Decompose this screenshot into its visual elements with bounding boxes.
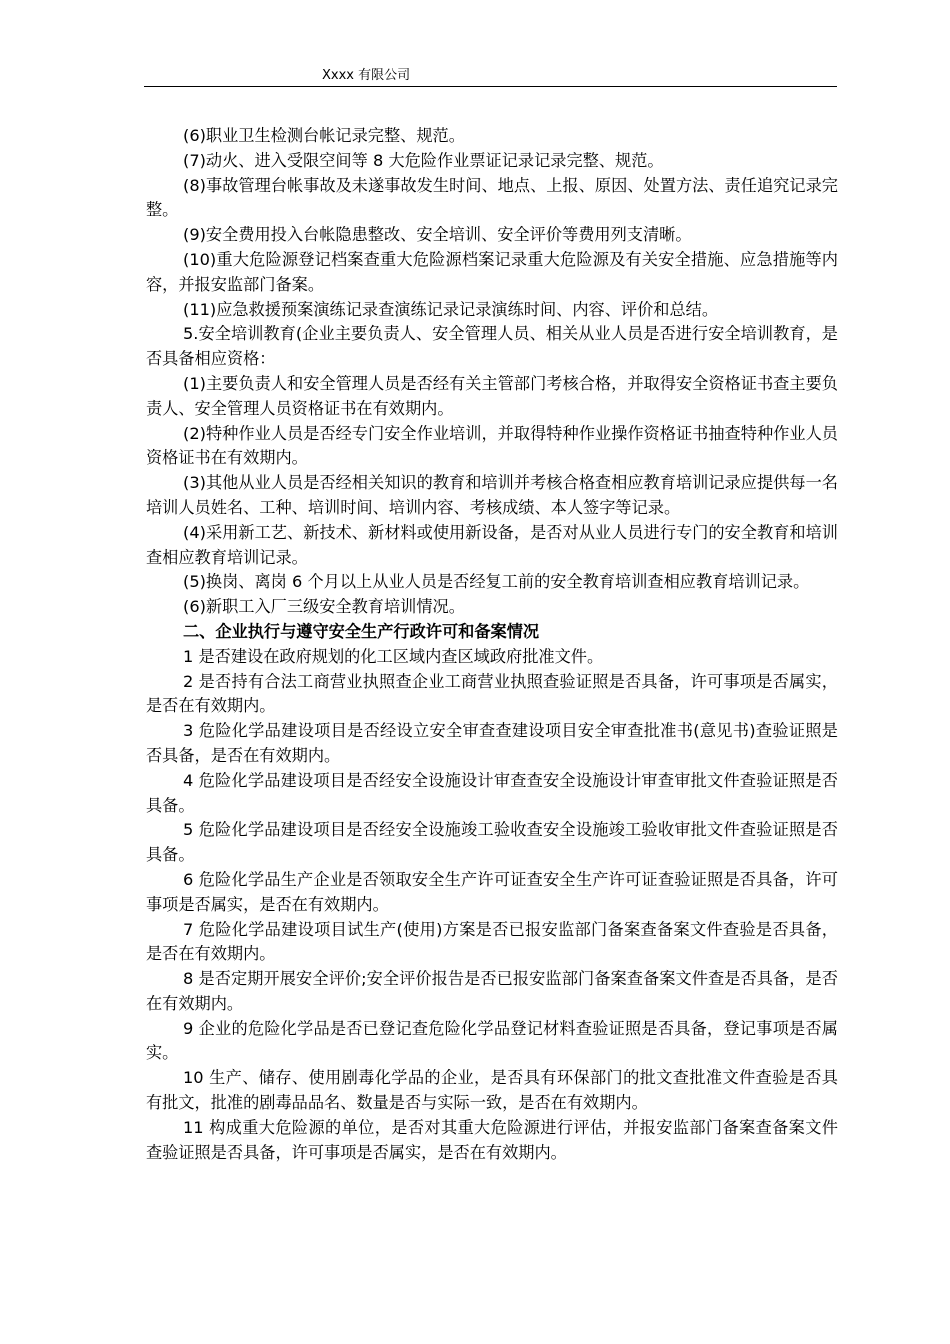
paragraph: (5)换岗、离岗 6 个月以上从业人员是否经复工前的安全教育培训查相应教育培训记录。 [183, 572, 810, 592]
paragraph: 1 是否建设在政府规划的化工区域内查区域政府批准文件。 [183, 646, 604, 666]
paragraph: (6)新职工入厂三级安全教育培训情况。 [183, 597, 465, 617]
paragraph: (4)采用新工艺、新技术、新材料或使用新设备，是否对从业人员进行专门的安全教育和培训查相应教育培训记录。 [146, 522, 838, 567]
paragraph: 8 是否定期开展安全评价;安全评价报告是否已报安监部门备案查备案文件查是否具备，是否在有效期内。 [146, 969, 838, 1013]
paragraph: (7)动火、进入受限空间等 8 大危险作业票证记录记录完整、规范。 [183, 150, 664, 170]
paragraph: 10 生产、储存、使用剧毒化学品的企业，是否具有环保部门的批文查批准文件查验是否具有批文，批准的剧毒品品名、数量是否与实际一致，是否在有效期内。 [146, 1068, 838, 1113]
header-divider [144, 86, 837, 87]
paragraph: (2)特种作业人员是否经专门安全作业培训，并取得特种作业操作资格证书抽查特种作业人员资格证书在有效期内。 [146, 423, 838, 468]
paragraph: 11 构成重大危险源的单位，是否对其重大危险源进行评估，并报安监部门备案查备案文件查验证照是否具备，许可事项是否属实，是否在有效期内。 [146, 1117, 838, 1162]
document-body [146, 124, 838, 1165]
paragraph: 2 是否持有合法工商营业执照查企业工商营业执照查验证照是否具备，许可事项是否属实，是否在有效期内。 [146, 671, 838, 716]
paragraph: 5 危险化学品建设项目是否经安全设施竣工验收查安全设施竣工验收审批文件查验证照是否具备。 [146, 820, 838, 865]
section-heading: 二、企业执行与遵守安全生产行政许可和备案情况 [183, 621, 540, 641]
paragraph: 3 危险化学品建设项目是否经设立安全审查查建设项目安全审查批准书(意见书)查验证照是否具备，是否在有效期内。 [146, 721, 838, 765]
paragraph: (6)职业卫生检测台帐记录完整、规范。 [183, 126, 465, 145]
paragraph: 7 危险化学品建设项目试生产(使用)方案是否已报安监部门备案查备案文件查验是否具备，是否在有效期内。 [146, 919, 838, 964]
paragraph: (9)安全费用投入台帐隐患整改、安全培训、安全评价等费用列支清晰。 [183, 225, 692, 245]
paragraph: 9 企业的危险化学品是否已登记查危险化学品登记材料查验证照是否具备，登记事项是否属实。 [146, 1018, 838, 1063]
paragraph: 4 危险化学品建设项目是否经安全设施设计审查查安全设施设计审查审批文件查验证照是否具备。 [146, 770, 838, 815]
paragraph: (11)应急救援预案演练记录查演练记录记录演练时间、内容、评价和总结。 [183, 299, 719, 319]
paragraph: (3)其他从业人员是否经相关知识的教育和培训并考核合格查相应教育培训记录应提供每一名培训人员姓名、工种、培训时间、培训内容、考核成绩、本人签字等记录。 [146, 473, 838, 517]
paragraph: (10)重大危险源登记档案查重大危险源档案记录重大危险源及有关安全措施、应急措施等内容，并报安监部门备案。 [146, 249, 838, 294]
paragraph: (8)事故管理台帐事故及未遂事故发生时间、地点、上报、原因、处置方法、责任追究记录完整。 [146, 175, 838, 220]
paragraph: (1)主要负责人和安全管理人员是否经有关主管部门考核合格，并取得安全资格证书查主要负责人、安全管理人员资格证书在有效期内。 [146, 373, 838, 418]
paragraph: 5.安全培训教育(企业主要负责人、安全管理人员、相关从业人员是否进行安全培训教育，是否具备相应资格： [146, 324, 838, 369]
header-company-name: Xxxx 有限公司 [322, 68, 411, 83]
paragraph: 6 危险化学品生产企业是否领取安全生产许可证查安全生产许可证查验证照是否具备，许可事项是否属实，是否在有效期内。 [146, 869, 838, 914]
